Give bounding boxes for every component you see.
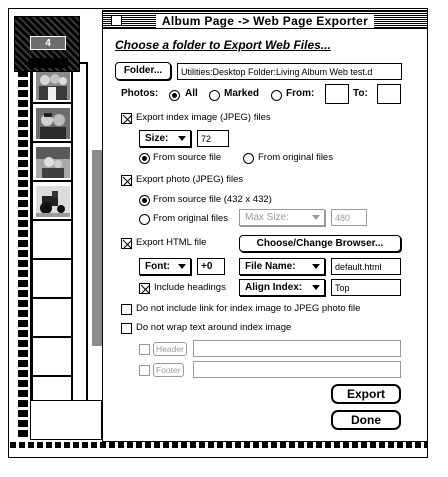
page-number: 4 (30, 36, 66, 50)
exporter-dialog (102, 10, 428, 442)
file-name-popup[interactable] (239, 258, 325, 275)
size-popup-label: Size: (145, 133, 169, 144)
album-photo-area (92, 150, 102, 346)
film-cell-4[interactable] (32, 181, 72, 220)
photos-marked-radio[interactable] (209, 90, 220, 101)
film-bottom-cell (30, 400, 102, 440)
done-button[interactable]: Done (331, 410, 401, 430)
include-headings-checkbox[interactable] (139, 283, 150, 294)
header-field[interactable] (193, 340, 401, 357)
file-name-popup-label: File Name: (245, 261, 296, 272)
header-checkbox[interactable] (139, 344, 150, 355)
photo-original-radio[interactable] (139, 214, 150, 225)
export-html-checkbox[interactable] (121, 238, 132, 249)
export-photo-checkbox[interactable] (121, 175, 132, 186)
photo-tractor (36, 186, 70, 217)
size-popup[interactable] (139, 130, 191, 147)
max-size-popup[interactable] (239, 209, 325, 226)
folder-path-field[interactable]: Utilities:Desktop Folder:Living Album Web test.d (177, 63, 402, 80)
index-original-label[interactable]: From original files (258, 152, 333, 163)
footer-checkbox[interactable] (139, 365, 150, 376)
footer-button[interactable]: Footer (153, 363, 184, 377)
photo-original-label[interactable]: From original files (153, 213, 228, 224)
no-wrap-checkbox[interactable] (121, 323, 132, 334)
export-button[interactable]: Export (331, 384, 401, 404)
font-size-field[interactable]: +0 (197, 258, 225, 275)
align-index-field[interactable]: Top (331, 279, 401, 296)
align-index-popup-label: Align Index: (245, 282, 303, 293)
film-cell-3[interactable] (32, 142, 72, 181)
photos-to-field[interactable] (377, 84, 401, 104)
export-index-checkbox[interactable] (121, 113, 132, 124)
index-source-label[interactable]: From source file (153, 152, 222, 163)
folder-button[interactable]: Folder... (115, 62, 171, 80)
film-cell-5[interactable] (32, 220, 72, 259)
max-size-popup-label: Max Size: (245, 212, 289, 223)
photos-marked-label[interactable]: Marked (224, 88, 260, 99)
film-cell-6[interactable] (32, 259, 72, 298)
index-source-radio[interactable] (139, 153, 150, 164)
dial-base (28, 58, 68, 68)
export-photo-label[interactable]: Export photo (JPEG) files (136, 174, 244, 185)
max-size-field[interactable]: 480 (331, 209, 367, 226)
film-perforation-left (18, 20, 28, 440)
film-perforation-bottom (10, 442, 428, 448)
font-popup-label: Font: (145, 261, 170, 272)
photos-from-label[interactable]: From: (286, 88, 315, 99)
film-cell-8[interactable] (32, 337, 72, 376)
footer-field[interactable] (193, 361, 401, 378)
size-field[interactable]: 72 (197, 130, 229, 147)
film-side-margin (72, 64, 86, 438)
file-name-field[interactable]: default.html (331, 258, 401, 275)
header-button[interactable]: Header (153, 342, 187, 356)
photos-label: Photos: (121, 88, 159, 99)
no-link-checkbox[interactable] (121, 304, 132, 315)
photos-from-radio[interactable] (271, 90, 282, 101)
photo-two-children (36, 108, 70, 139)
film-strip (18, 20, 100, 445)
font-popup[interactable] (139, 258, 191, 275)
photos-from-field[interactable] (325, 84, 349, 104)
photo-children-group (36, 69, 70, 100)
no-link-label[interactable]: Do not include link for index image to JPEG photo file (136, 303, 361, 314)
window-title-wrap (103, 12, 427, 30)
photo-source-radio[interactable] (139, 195, 150, 206)
align-index-popup[interactable] (239, 279, 325, 296)
export-index-label[interactable]: Export index image (JPEG) files (136, 112, 271, 123)
photo-children-tree (36, 147, 70, 178)
film-cell-2[interactable] (32, 103, 72, 142)
window-title: Album Page -> Web Page Exporter (156, 14, 374, 28)
include-headings-label[interactable]: Include headings (154, 282, 226, 293)
choose-browser-button[interactable]: Choose/Change Browser... (239, 235, 401, 252)
no-wrap-label[interactable]: Do not wrap text around index image (136, 322, 292, 333)
photo-source-label[interactable]: From source file (432 x 432) (153, 194, 272, 205)
photos-to-label: To: (353, 88, 368, 99)
index-original-radio[interactable] (243, 153, 254, 164)
export-html-label[interactable]: Export HTML file (136, 237, 207, 248)
photos-all-label[interactable]: All (185, 88, 198, 99)
photos-all-radio[interactable] (169, 90, 180, 101)
film-frame (30, 62, 88, 440)
film-cell-7[interactable] (32, 298, 72, 337)
title-bar[interactable] (103, 11, 427, 29)
folder-heading: Choose a folder to Export Web Files... (115, 38, 331, 52)
